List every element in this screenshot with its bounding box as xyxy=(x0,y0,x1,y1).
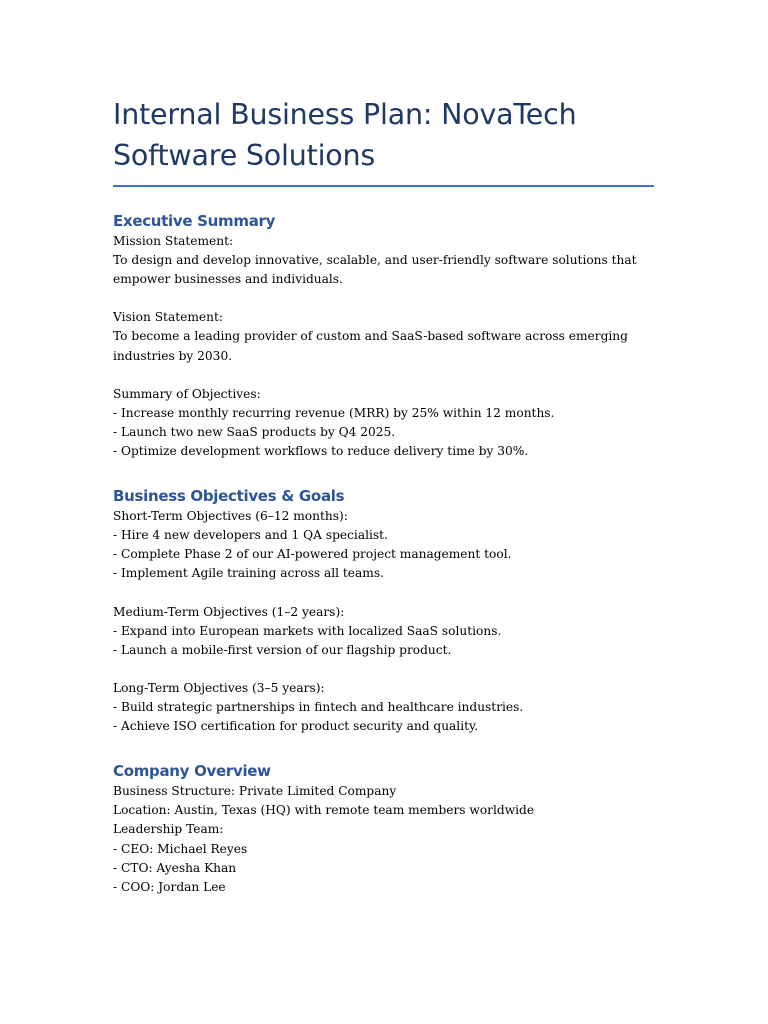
vision-label: Vision Statement: xyxy=(113,310,223,325)
objective-item: - Launch two new SaaS products by Q4 2025. xyxy=(113,424,396,439)
objectives-label: Summary of Objectives: xyxy=(113,386,261,401)
short-term-item: - Complete Phase 2 of our AI-powered project management tool. xyxy=(113,547,512,562)
leadership-item: - COO: Jordan Lee xyxy=(113,879,226,894)
title-line-2: Software Solutions xyxy=(113,139,376,172)
objective-item: - Optimize development workflows to reduce delivery time by 30%. xyxy=(113,444,529,459)
document-title xyxy=(113,94,658,176)
objective-item: - Increase monthly recurring revenue (MRR) by 25% within 12 months. xyxy=(113,405,555,420)
paragraph-spacer xyxy=(113,584,658,603)
mission-label: Mission Statement: xyxy=(113,234,234,248)
paragraph-spacer xyxy=(113,660,658,679)
vision-text-line: To become a leading provider of custom and SaaS-based software across emerging xyxy=(113,329,628,344)
long-term-item: - Build strategic partnerships in fintech and healthcare industries. xyxy=(113,700,524,715)
mission-text-line: empower businesses and individuals. xyxy=(113,272,343,287)
leadership-label: Leadership Team: xyxy=(113,822,224,837)
section-executive-summary xyxy=(113,210,658,461)
mission-text-line: To design and develop innovative, scalable, and user-friendly software solutions that xyxy=(113,253,637,268)
short-term-label: Short-Term Objectives (6–12 months): xyxy=(113,509,348,524)
leadership-item: - CTO: Ayesha Khan xyxy=(113,860,237,875)
document-body xyxy=(113,94,658,897)
vision-text-line: industries by 2030. xyxy=(113,348,233,363)
long-term-label: Long-Term Objectives (3–5 years): xyxy=(113,680,325,695)
section-business-objectives xyxy=(113,485,658,736)
company-location: Location: Austin, Texas (HQ) with remote team members worldwide xyxy=(113,803,535,818)
section-company-overview xyxy=(113,760,658,897)
leadership-item: - CEO: Michael Reyes xyxy=(113,841,248,856)
short-term-item: - Hire 4 new developers and 1 QA specialist. xyxy=(113,528,388,543)
long-term-item: - Achieve ISO certification for product security and quality. xyxy=(113,719,479,734)
paragraph-spacer xyxy=(113,366,658,385)
section-heading: Business Objectives & Goals xyxy=(113,487,345,506)
medium-term-item: - Expand into European markets with localized SaaS solutions. xyxy=(113,623,502,638)
section-heading: Company Overview xyxy=(113,762,271,781)
section-heading: Executive Summary xyxy=(113,212,276,230)
medium-term-label: Medium-Term Objectives (1–2 years): xyxy=(113,604,345,619)
business-structure: Business Structure: Private Limited Company xyxy=(113,784,397,799)
title-underline xyxy=(113,185,654,187)
medium-term-item: - Launch a mobile-first version of our flagship product. xyxy=(113,642,452,657)
short-term-item: - Implement Agile training across all teams. xyxy=(113,566,384,581)
paragraph-spacer xyxy=(113,289,658,308)
title-line-1: Internal Business Plan: NovaTech xyxy=(113,98,577,131)
